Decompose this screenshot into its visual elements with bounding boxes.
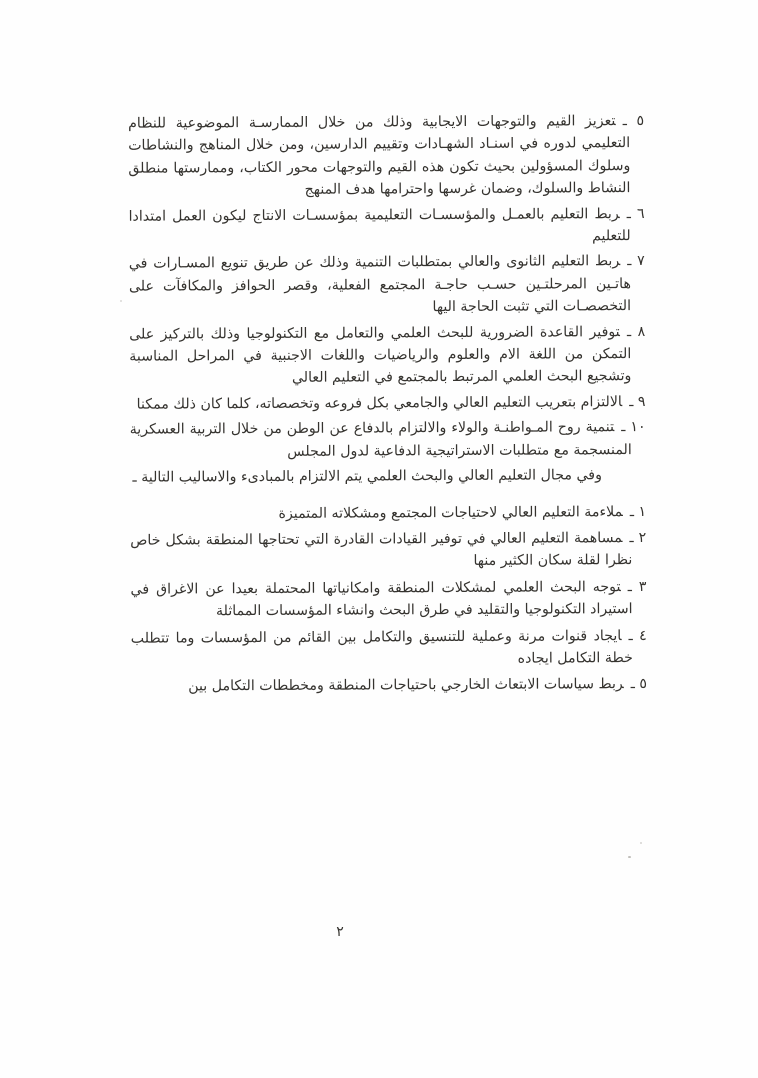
item-text: ربط التعليم بالعمـل والمؤسسـات التعليمية بمؤسسـات الانتاج ليكون العمل امتدادا للتعليم (128, 205, 631, 245)
item-text: ربط التعليم الثانوى والعالي بمتطلبات التنمية وذلك عن طريق تنويع المسـارات في هاتـين المرحلتـين حسـب حاجـة المجتمع الفعلية، وقصر الحوافز والمكافآت على التخصصـات التي تثبت الحاجة اليها (128, 253, 632, 316)
page-content (128, 110, 647, 702)
list-item (130, 576, 646, 624)
item-text: تنمية روح المـواطنـة والولاء والالتزام بالدفاع عن الوطن من خلال التربية العسكرية المنسجمة مع متطلبات الاستراتيجية الدفاعية لدول المجلس (129, 419, 632, 460)
item-text: توفير القاعدة الضرورية للبحث العلمي والتعامل مع التكنولوجيا وذلك بالتركيز على التمكن من اللغة الام والعلوم والرياضيات واللغات الاجنبية في المراحل المناسبة وتشجيع البحث العلمي المرتبط بالمجتمع في التعليم العالي (129, 323, 632, 387)
item-number: ١ ـ (629, 503, 647, 520)
item-text: تعزيز القيم والتوجهات الايجابية وذلك من خلال الممارسـة الموضوعية للنظام التعليمي لدوره في اسنـاد الشهـادات وتقييم الدارسين، ومن خلال المناهج والنشاطات وسلوك المسؤولين بحيث تكون هذه القيم والتوجهات محور الكتاب، وممارستها منطلق النشاط والسلوك، وضمان غرسها واحترامها هدف المنهج (128, 113, 631, 198)
list-item (128, 110, 644, 202)
item-number: ٥ ـ (630, 676, 648, 693)
item-text: الالتزام بتعريب التعليم العالي والجامعي بكل فروعه وتخصصاته، كلما كان ذلك ممكنا (136, 393, 623, 413)
list-item (131, 625, 647, 673)
scan-speck (628, 856, 631, 858)
numbered-list-secondary (130, 500, 647, 698)
page-number: ٢ (336, 924, 344, 940)
item-number: ٩ ـ (629, 393, 646, 410)
list-item (129, 321, 645, 391)
item-text: توجه البحث العلمي لمشكلات المنطقة وامكانياتها المحتملة بعيدا عن الاغراق في استيراد التكنولوجيا والتقليد في طرق البحث وانشاء المؤسسات المماثلة (130, 578, 633, 620)
numbered-list-primary (128, 110, 646, 464)
intro-paragraph: وفي مجال التعليم العالي والبحث العلمي يتم الالتزام بالمبادىء والاساليب التالية ـ (132, 467, 602, 486)
item-number: ١٠ ـ (621, 419, 646, 436)
scan-speck (640, 842, 642, 844)
item-text: ربط سياسات الابتعاث الخارجي باحتياجات المنطقة ومخططات التكامل بين (188, 676, 624, 695)
item-number: ٨ ـ (626, 323, 646, 340)
item-text: ملاءمة التعليم العالي لاحتياجات المجتمع ومشكلاته المتميزة (278, 503, 623, 522)
list-item (130, 416, 646, 464)
scan-speck (120, 300, 122, 302)
list-item (129, 250, 645, 320)
list-item (130, 527, 646, 575)
item-number: ٤ ـ (628, 627, 647, 644)
list-item (129, 391, 645, 416)
item-text: ايجاد قنوات مرنة وعملية للتنسيق والتكامل بين القائم من المؤسسات وما تتطلب خطة التكامل ايجاده (130, 627, 633, 667)
item-number: ٣ ـ (627, 578, 647, 595)
item-number: ٢ ـ (629, 529, 647, 546)
item-text: مساهمة التعليم العالي في توفير القيادات القادرة التي تحتاجها المنطقة بشكل خاص نظرا لقلة سكان الكثير منها (130, 530, 633, 570)
item-number: ٥ ـ (622, 112, 645, 130)
item-number: ٦ ـ (626, 205, 645, 222)
list-item (131, 673, 647, 698)
list-item (128, 203, 644, 251)
list-item (130, 500, 646, 525)
item-number: ٧ ـ (627, 253, 645, 270)
